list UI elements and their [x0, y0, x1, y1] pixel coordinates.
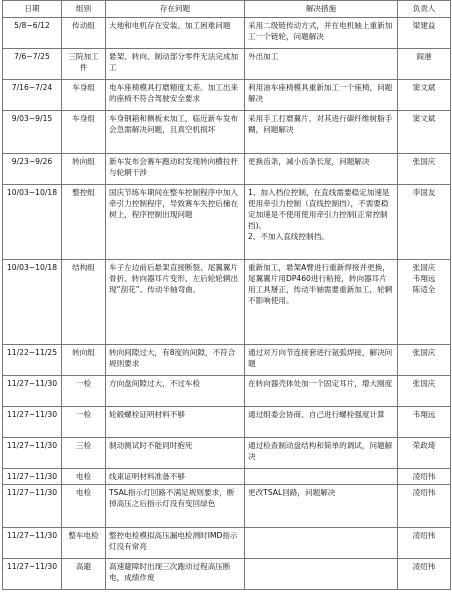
cell-owner: 凌绍伟 — [398, 469, 451, 485]
cell-owner: 荣政琦 — [398, 438, 451, 469]
cell-owner: 凌绍伟 — [398, 559, 451, 590]
cell-group: 三院加工件 — [62, 49, 106, 80]
cell-solution — [245, 469, 398, 485]
header-owner: 负责人 — [398, 1, 451, 18]
header-solution: 解决措施 — [245, 1, 398, 18]
cell-date: 11/27~11/30 — [3, 469, 62, 485]
cell-solution: 重新加工，悬架A臂进行重新焊接并更换，尾翼翼片用DP460进行粘接，转向器耳片用工具掰正，传动半轴需要重新加工，轮辋不影响使用。 — [245, 260, 398, 345]
cell-problem: 悬架、转向、制动部分零件无法完成加工 — [106, 49, 245, 80]
cell-owner: 窦文斌 — [398, 80, 451, 111]
cell-group: 车身组 — [62, 80, 106, 111]
table-row — [3, 49, 451, 80]
cell-problem: 车身钢箱和侧板未加工，临近新车发布会急需解决问题，且真空机损坏 — [106, 111, 245, 154]
header-group: 组别 — [62, 1, 106, 18]
table-header — [3, 1, 451, 18]
cell-solution: 通过检查制动盘结构和简单的调试，问题解决 — [245, 438, 398, 469]
table-row — [3, 407, 451, 438]
cell-problem: 高速避障时出现三次跑动过程高压断电，成绩作废 — [106, 559, 245, 590]
cell-problem: 新车发布会赛车跑动时发现转向横拉杆与轮辋干涉 — [106, 154, 245, 185]
table-row — [3, 438, 451, 469]
cell-owner: 凌绍伟 — [398, 485, 451, 528]
cell-solution: 通过组委会协商、自己进行螺栓强度计算 — [245, 407, 398, 438]
cell-date: 11/27~11/30 — [3, 485, 62, 528]
cell-date: 11/27~11/30 — [3, 376, 62, 407]
cell-owner: 张国庆 — [398, 376, 451, 407]
cell-group: 传动组 — [62, 18, 106, 49]
cell-group: 整车电检 — [62, 528, 106, 559]
cell-date: 11/27~11/30 — [3, 407, 62, 438]
cell-owner: 张国庆 — [398, 154, 451, 185]
table-row — [3, 260, 451, 345]
cell-solution: 采用手工打磨翼片，对其进行碳纤维树脂手糊，问题解决 — [245, 111, 398, 154]
header-row — [3, 1, 451, 18]
cell-solution: 1、加入档位控制，在直线需要稳定加速是使用牵引力控制（直线控制挡），不需要稳定加速是不使用使用牵引力控制(正常控制挡)。 2、不加入直线控制挡。 — [245, 185, 398, 260]
cell-date: 11/27~11/30 — [3, 559, 62, 590]
cell-problem: 线束证明材料准备不够 — [106, 469, 245, 485]
cell-group: 转向组 — [62, 154, 106, 185]
cell-owner: 韦翔远 — [398, 407, 451, 438]
cell-date: 10/03~10/18 — [3, 185, 62, 260]
table-row — [3, 528, 451, 559]
cell-problem: 转向间隙过大，有8度的间隙，不符合规则要求 — [106, 345, 245, 376]
cell-date: 9/23~9/26 — [3, 154, 62, 185]
cell-date: 10/03~10/18 — [3, 260, 62, 345]
cell-date: 11/22~11/25 — [3, 345, 62, 376]
cell-group: 转向组 — [62, 345, 106, 376]
cell-owner: 阎港 — [398, 49, 451, 80]
cell-solution — [245, 528, 398, 559]
cell-problem: 整控电检模拟高压漏电检测时IMD指示灯没有常亮 — [106, 528, 245, 559]
cell-owner: 张国庆 韦翔远 陈适全 — [398, 260, 451, 345]
cell-group: 整控组 — [62, 185, 106, 260]
cell-problem: 大地和电机存在安装、加工困难问题 — [106, 18, 245, 49]
cell-date: 11/27~11/30 — [3, 438, 62, 469]
cell-group: 三检 — [62, 438, 106, 469]
cell-owner: 李国友 — [398, 185, 451, 260]
cell-solution: 在转向器壳体处加一个固定耳片，增大刚度 — [245, 376, 398, 407]
cell-date: 11/27~11/30 — [3, 528, 62, 559]
table-row — [3, 80, 451, 111]
table-row — [3, 185, 451, 260]
cell-group: 一检 — [62, 376, 106, 407]
cell-owner: 梁建益 — [398, 18, 451, 49]
cell-group: 结构组 — [62, 260, 106, 345]
cell-solution — [245, 559, 398, 590]
header-problem: 存在问题 — [106, 1, 245, 18]
table-row — [3, 485, 451, 528]
table-body — [3, 18, 451, 590]
table-row — [3, 345, 451, 376]
cell-group: 车身组 — [62, 111, 106, 154]
cell-problem: TSAL指示灯回路不满足规则要求，断掉高压之后指示灯没有变回绿色 — [106, 485, 245, 528]
cell-group: 一检 — [62, 407, 106, 438]
cell-solution: 更改TSAL回路，问题解决 — [245, 485, 398, 528]
cell-date: 5/8~6/12 — [3, 18, 62, 49]
table-row — [3, 376, 451, 407]
cell-problem: 车子左边前后悬架直接断裂、尾翼翼片骨折、转向器耳片变形、左后轮轮辋出现“刮花”、传动半轴弯曲。 — [106, 260, 245, 345]
cell-owner: 张国庆 — [398, 345, 451, 376]
header-date: 日期 — [3, 1, 62, 18]
table-row — [3, 111, 451, 154]
cell-problem: 国庆节练车期间在整车控制程序中加入牵引力控制程序，导致赛车失控后撞在树上，程序控制出现问题 — [106, 185, 245, 260]
cell-date: 7/16~7/24 — [3, 80, 62, 111]
issues-table — [2, 0, 451, 590]
cell-date: 9/03~9/15 — [3, 111, 62, 154]
cell-problem: 电车座椅模具打磨精度太差。加工出来的座椅不符合驾驶安全要求 — [106, 80, 245, 111]
cell-owner: 凌绍伟 — [398, 528, 451, 559]
cell-date: 7/6~7/25 — [3, 49, 62, 80]
cell-problem: 制动测试时不能同时抱死 — [106, 438, 245, 469]
cell-solution: 利用油车座椅模具重新加工一个座椅，问题解决 — [245, 80, 398, 111]
cell-group: 电检 — [62, 469, 106, 485]
cell-solution: 更换齿条，减小齿条长度，问题解决 — [245, 154, 398, 185]
cell-group: 电检 — [62, 485, 106, 528]
cell-group: 高避 — [62, 559, 106, 590]
cell-problem: 轮毂螺栓证明材料不够 — [106, 407, 245, 438]
table-row — [3, 559, 451, 590]
table-row — [3, 469, 451, 485]
cell-owner: 窦文斌 — [398, 111, 451, 154]
table-row — [3, 18, 451, 49]
cell-solution: 采用二级链传动方式，并在电机轴上重新加工一个链轮，问题解决 — [245, 18, 398, 49]
cell-solution: 外出加工 — [245, 49, 398, 80]
cell-problem: 方向盘间隙过大，不过车检 — [106, 376, 245, 407]
cell-solution: 通过对万向节连接套进行氩弧焊接，解决问题 — [245, 345, 398, 376]
table-row — [3, 154, 451, 185]
